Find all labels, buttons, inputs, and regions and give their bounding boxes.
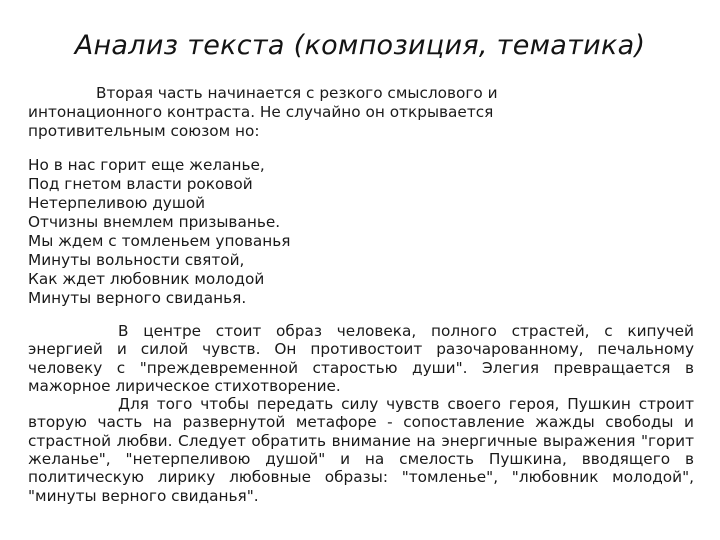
slide-title: Анализ текста (композиция, тематика) — [74, 30, 646, 61]
intro-line: противительным союзом но: — [28, 122, 260, 140]
analysis-paragraph-1: В центре стоит образ человека, полного страстей, с кипучей энергией и силой чувств. Он противостоит разочарованному, печальному человеку с "преждевременной старостью души". Элегия превращается в мажорное лирическое стихотворение. — [28, 322, 694, 395]
poem-line: Мы ждем с томленьем упованья — [28, 232, 291, 250]
poem-line: Нетерпеливою душой — [28, 194, 206, 212]
poem-line: Как ждет любовник молодой — [28, 270, 265, 288]
intro-line: Вторая часть начинается с резкого смыслового и — [96, 84, 498, 102]
analysis-paragraph-2: Для того чтобы передать силу чувств своего героя, Пушкин строит вторую часть на развернутой метафоре - сопоставление жажды свободы и страстной любви. Следует обратить внимание на энергичные выражения "горит желанье", "нетерпеливою душой" и на смелость Пушкина, вводящего в политическую лирику любовные образы: "томленье", "любовник молодой", "минуты верного свиданья". — [28, 395, 694, 505]
poem-line: Под гнетом власти роковой — [28, 175, 253, 193]
poem-line: Отчизны внемлем призыванье. — [28, 213, 281, 231]
poem-quote — [28, 156, 448, 308]
analysis-block — [28, 322, 694, 505]
poem-line: Минуты вольности святой, — [28, 251, 245, 269]
poem-line: Но в нас горит еще желанье, — [28, 156, 265, 174]
intro-paragraph — [28, 84, 588, 141]
poem-line: Минуты верного свиданья. — [28, 289, 247, 307]
intro-line: интонационного контраста. Не случайно он открывается — [28, 103, 494, 121]
